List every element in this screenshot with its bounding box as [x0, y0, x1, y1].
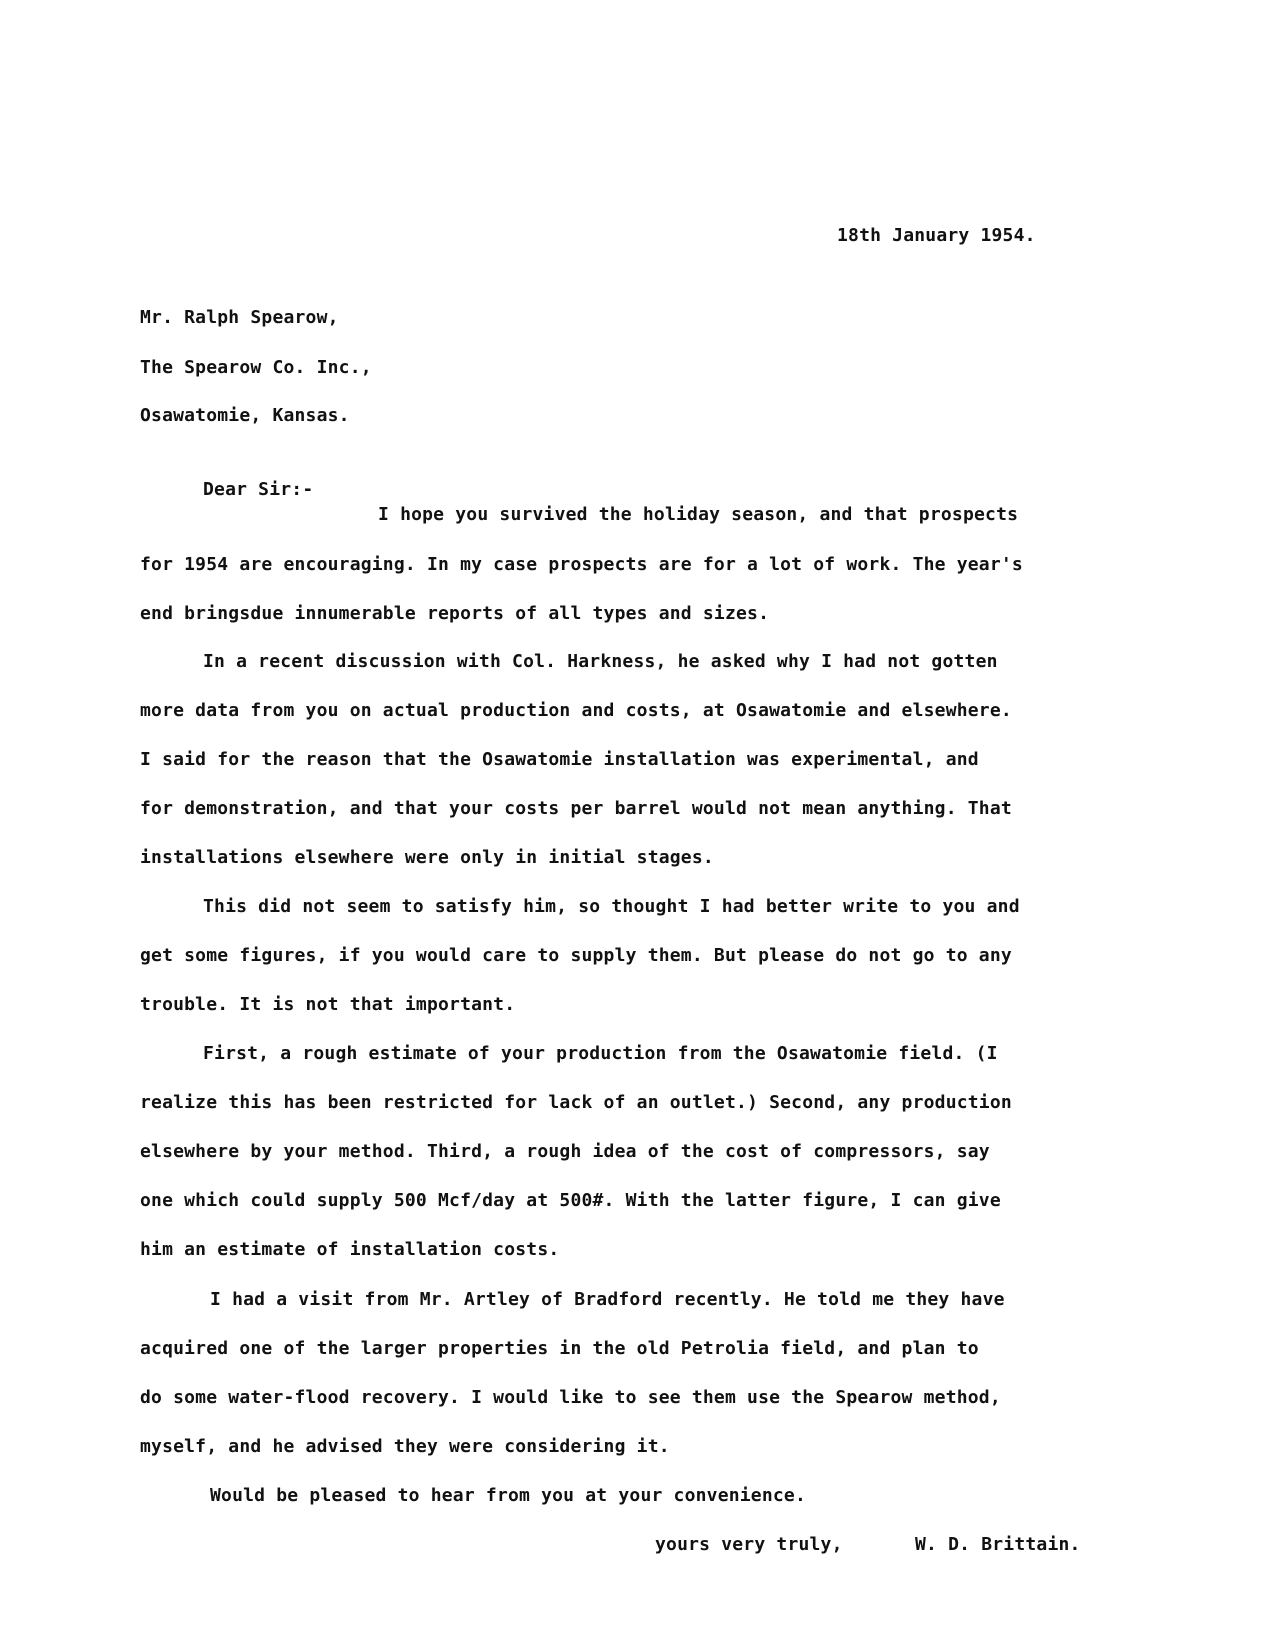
paragraph-2-line-1: In a recent discussion with Col. Harkness, he asked why I had not gotten: [203, 651, 998, 672]
paragraph-1-line-1: I hope you survived the holiday season, and that prospects: [378, 504, 1019, 525]
paragraph-2-line-4: for demonstration, and that your costs per barrel would not mean anything. That: [140, 798, 1012, 819]
paragraph-4-line-1: First, a rough estimate of your production from the Osawatomie field. (I: [203, 1043, 998, 1064]
salutation: Dear Sir:-: [203, 479, 314, 500]
paragraph-5-line-3: do some water-flood recovery. I would like to see them use the Spearow method,: [140, 1387, 1001, 1408]
paragraph-5-line-1: I had a visit from Mr. Artley of Bradford recently. He told me they have: [210, 1289, 1005, 1310]
paragraph-5-line-2: acquired one of the larger properties in the old Petrolia field, and plan to: [140, 1338, 979, 1359]
letter-date: 18th January 1954.: [837, 225, 1036, 246]
paragraph-4-line-4: one which could supply 500 Mcf/day at 500#. With the latter figure, I can give: [140, 1190, 1001, 1211]
paragraph-6-line-1: Would be pleased to hear from you at your convenience.: [210, 1485, 806, 1506]
paragraph-5-line-4: myself, and he advised they were considering it.: [140, 1436, 670, 1457]
paragraph-4-line-3: elsewhere by your method. Third, a rough idea of the cost of compressors, say: [140, 1141, 990, 1162]
paragraph-1-line-2: for 1954 are encouraging. In my case prospects are for a lot of work. The year's: [140, 554, 1023, 575]
paragraph-3-line-2: get some figures, if you would care to supply them. But please do not go to any: [140, 945, 1012, 966]
closing: yours very truly,: [655, 1534, 843, 1555]
paragraph-4-line-2: realize this has been restricted for lack of an outlet.) Second, any production: [140, 1092, 1012, 1113]
paragraph-2-line-2: more data from you on actual production and costs, at Osawatomie and elsewhere.: [140, 700, 1012, 721]
paragraph-2-line-5: installations elsewhere were only in initial stages.: [140, 847, 714, 868]
recipient-name: Mr. Ralph Spearow,: [140, 307, 339, 328]
paragraph-3-line-3: trouble. It is not that important.: [140, 994, 516, 1015]
paragraph-1-line-3: end bringsdue innumerable reports of all types and sizes.: [140, 603, 770, 624]
recipient-company: The Spearow Co. Inc.,: [140, 357, 372, 378]
paragraph-2-line-3: I said for the reason that the Osawatomie installation was experimental, and: [140, 749, 979, 770]
recipient-location: Osawatomie, Kansas.: [140, 405, 350, 426]
signature: W. D. Brittain.: [915, 1534, 1081, 1555]
paragraph-4-line-5: him an estimate of installation costs.: [140, 1239, 560, 1260]
paragraph-3-line-1: This did not seem to satisfy him, so thought I had better write to you and: [203, 896, 1020, 917]
